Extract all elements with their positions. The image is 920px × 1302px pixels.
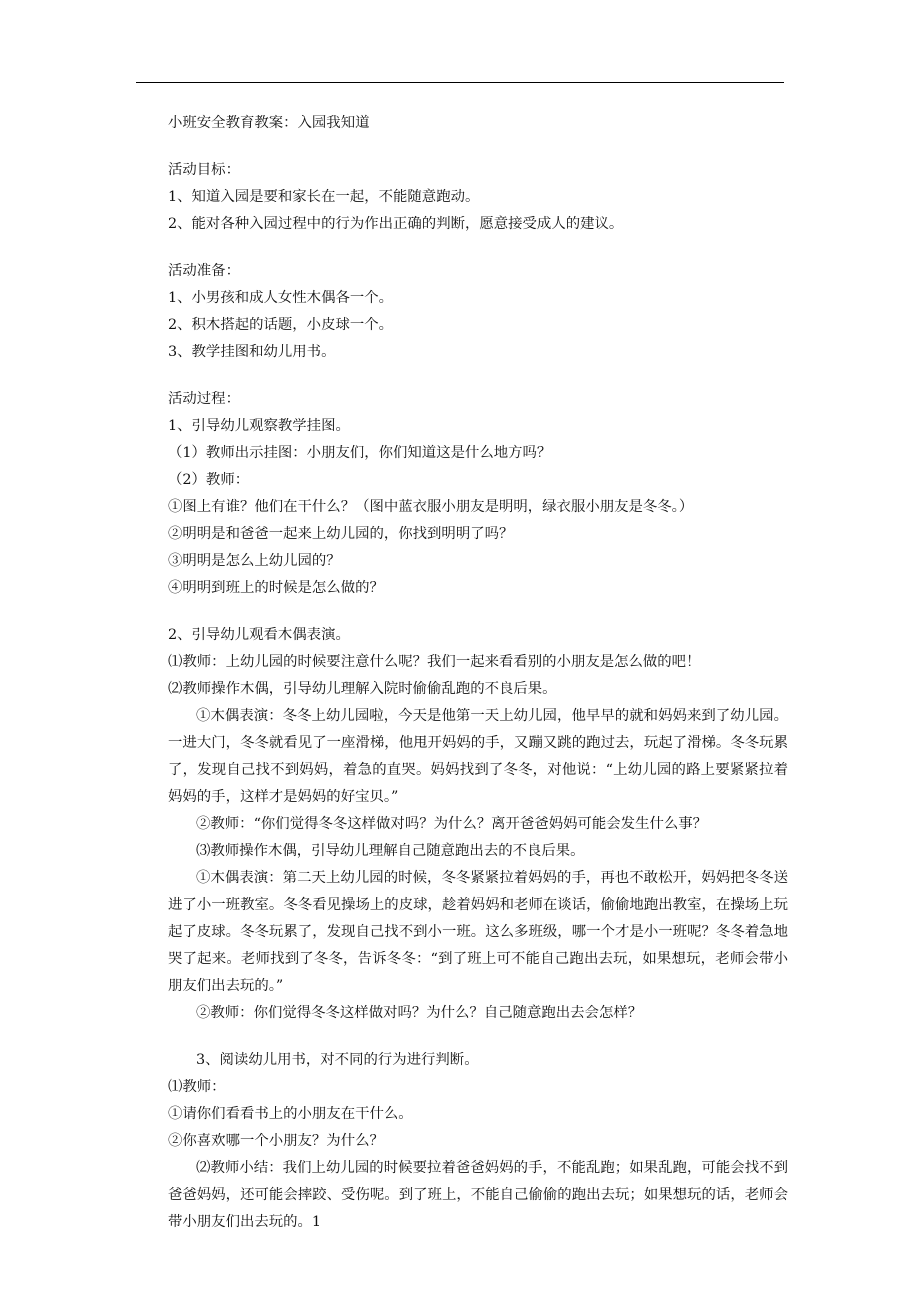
step2-title: 2、引导幼儿观看木偶表演。 bbox=[168, 627, 350, 643]
preparation-item: 2、积木搭起的话题，小皮球一个。 bbox=[168, 317, 394, 333]
preparation-item: 1、小男孩和成人女性木偶各一个。 bbox=[168, 290, 394, 306]
goals-heading: 活动目标： bbox=[168, 162, 240, 178]
step1-line: ③明明是怎么上幼儿园的？ bbox=[168, 553, 341, 569]
step1-line: （2）教师： bbox=[168, 472, 250, 488]
step1-line: ②明明是和爸爸一起来上幼儿园的，你找到明明了吗？ bbox=[168, 526, 514, 542]
step1-line: ①图上有谁？他们在干什么？（图中蓝衣服小朋友是明明，绿衣服小朋友是冬冬。） bbox=[168, 499, 694, 515]
step3-line: ①请你们看看书上的小朋友在干什么。 bbox=[168, 1106, 413, 1122]
spacer bbox=[168, 366, 788, 386]
step1-title: 1、引导幼儿观察教学挂图。 bbox=[168, 418, 350, 434]
teacher-summary: ⑵教师小结：我们上幼儿园的时候要拉着爸爸妈妈的手，不能乱跑；如果乱跑，可能会找不到爸爸妈妈，还可能会摔跤、受伤呢。到了班上，不能自己偷偷的跑出去玩；如果想玩的话，老师会带小朋友们出去玩的。1 bbox=[168, 1160, 788, 1230]
header-rule bbox=[136, 82, 784, 83]
preparation-heading: 活动准备： bbox=[168, 263, 240, 279]
step3-line: ②你喜欢哪一个小朋友？为什么？ bbox=[168, 1133, 384, 1149]
spacer bbox=[168, 1027, 788, 1047]
preparation-item: 3、教学挂图和幼儿用书。 bbox=[168, 344, 336, 360]
document-title: 小班安全教育教案：入园我知道 bbox=[168, 115, 370, 131]
spacer bbox=[168, 137, 788, 157]
teacher-question: ②教师：你们觉得冬冬这样做对吗？为什么？自己随意跑出去会怎样？ bbox=[196, 1005, 643, 1021]
document-body bbox=[168, 110, 788, 1236]
spacer bbox=[168, 238, 788, 258]
puppet-show-paragraph: ①木偶表演：第二天上幼儿园的时候，冬冬紧紧拉着妈妈的手，再也不敢松开，妈妈把冬冬送进了小一班教室。冬冬看见操场上的皮球，趁着妈妈和老师在谈话，偷偷地跑出教室，在操场上玩起了皮球。冬冬玩累了，发现自己找不到小一班。这么多班级，哪一个才是小一班呢？冬冬着急地哭了起来。老师找到了冬冬，告诉冬冬：“到了班上可不能自己跑出去玩，如果想玩，老师会带小朋友们出去玩的。” bbox=[168, 870, 788, 994]
step2-line: ⑵教师操作木偶，引导幼儿理解入院时偷偷乱跑的不良后果。 bbox=[168, 681, 557, 697]
step2-line: ⑶教师操作木偶，引导幼儿理解自己随意跑出去的不良后果。 bbox=[196, 843, 585, 859]
teacher-question: ②教师：“你们觉得冬冬这样做对吗？为什么？离开爸爸妈妈可能会发生什么事？ bbox=[196, 816, 708, 832]
puppet-show-paragraph: ①木偶表演：冬冬上幼儿园啦，今天是他第一天上幼儿园，他早早的就和妈妈来到了幼儿园。一进大门，冬冬就看见了一座滑梯，他甩开妈妈的手，又蹦又跳的跑过去，玩起了滑梯。冬冬玩累了，发现自己找不到妈妈，着急的直哭。妈妈找到了冬冬，对他说：“上幼儿园的路上要紧紧拉着妈妈的手，这样才是妈妈的好宝贝。” bbox=[168, 708, 788, 805]
spacer bbox=[168, 602, 788, 622]
process-heading: 活动过程： bbox=[168, 391, 240, 407]
step3-line: ⑴教师： bbox=[168, 1079, 226, 1095]
step3-title: 3、阅读幼儿用书，对不同的行为进行判断。 bbox=[196, 1052, 479, 1068]
goal-item: 2、能对各种入园过程中的行为作出正确的判断，愿意接受成人的建议。 bbox=[168, 216, 624, 232]
step1-line: ④明明到班上的时候是怎么做的？ bbox=[168, 580, 384, 596]
step1-line: （1）教师出示挂图：小朋友们，你们知道这是什么地方吗？ bbox=[168, 445, 552, 461]
step2-line: ⑴教师：上幼儿园的时候要注意什么呢？我们一起来看看别的小朋友是怎么做的吧！ bbox=[168, 654, 701, 670]
goal-item: 1、知道入园是要和家长在一起，不能随意跑动。 bbox=[168, 189, 480, 205]
